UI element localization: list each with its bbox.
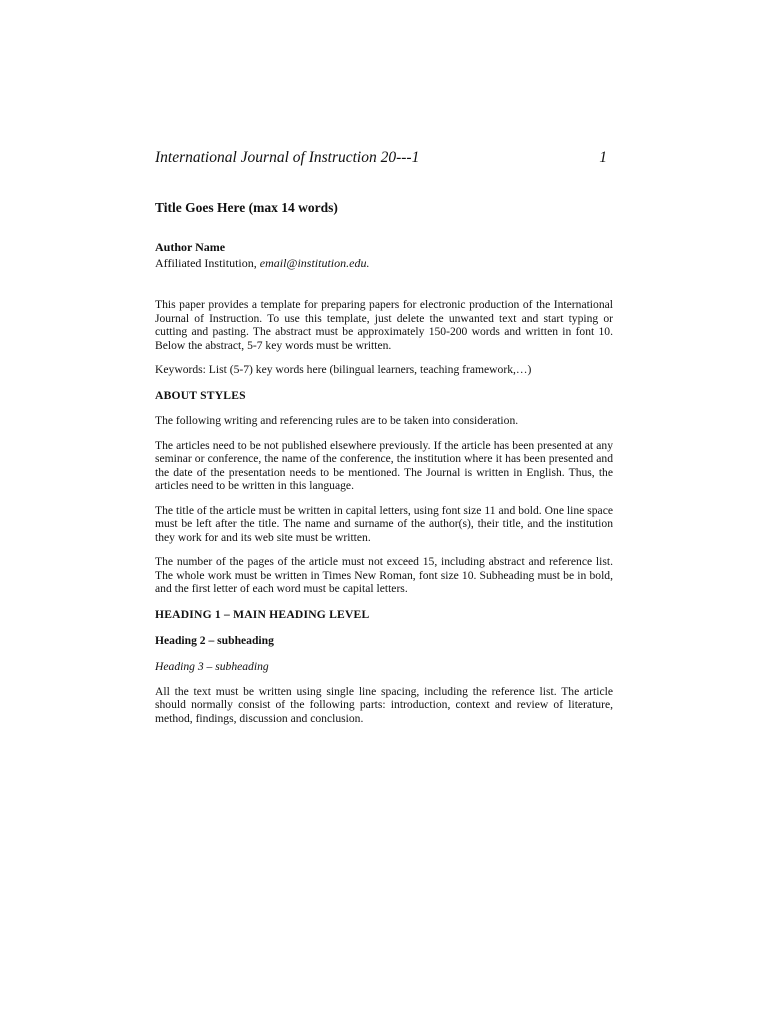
- document-page: [155, 148, 613, 736]
- heading-level-3-example: Heading 3 – subheading: [155, 659, 269, 673]
- heading-level-2-example: Heading 2 – subheading: [155, 633, 274, 647]
- paragraph-rules-intro: The following writing and referencing rules are to be taken into consideration.: [155, 414, 519, 427]
- page-number: 1: [599, 149, 607, 166]
- paragraph-title-rules: The title of the article must be written in capital letters, using font size 11 and bold. One line space must be left after the title. The name and surname of the author(s), their title, and the institution they work for and its web site must be written.: [155, 503, 613, 544]
- institution-name: Affiliated Institution,: [155, 256, 260, 270]
- abstract: This paper provides a template for preparing papers for electronic production of the International Journal of Instruction. To use this template, just delete the unwanted text and start typing or cutting and pasting. The abstract must be approximately 150-200 words and written in font 10. Below the abstract, 5-7 key words must be written.: [155, 298, 613, 352]
- paragraph-publication: The articles need to be not published elsewhere previously. If the article has been presented at any seminar or conference, the name of the conference, the institution where it has been presented and the date of the presentation needs to be mentioned. The Journal is written in English. Thus, the articles need to be written in this language.: [155, 438, 613, 492]
- section-heading-about-styles: ABOUT STYLES: [155, 389, 246, 402]
- running-header: [155, 148, 613, 168]
- journal-name: International Journal of Instruction 20---1: [155, 149, 420, 166]
- heading-level-1-example: HEADING 1 – MAIN HEADING LEVEL: [155, 607, 370, 621]
- paragraph-structure: All the text must be written using single line spacing, including the reference list. The article should normally consist of the following parts: introduction, context and review of literature, method, findings, discussion and conclusion.: [155, 684, 613, 725]
- paragraph-page-limits: The number of the pages of the article must not exceed 15, including abstract and reference list. The whole work must be written in Times New Roman, font size 10. Subheading must be in bold, and the first letter of each word must be capital letters.: [155, 555, 613, 595]
- author-email: email@institution.edu.: [259, 256, 370, 270]
- author-name: Author Name: [155, 240, 226, 254]
- author-affiliation: [155, 255, 613, 271]
- keywords: Keywords: List (5-7) key words here (bilingual learners, teaching framework,…): [155, 363, 532, 376]
- article-title: Title Goes Here (max 14 words): [155, 200, 338, 215]
